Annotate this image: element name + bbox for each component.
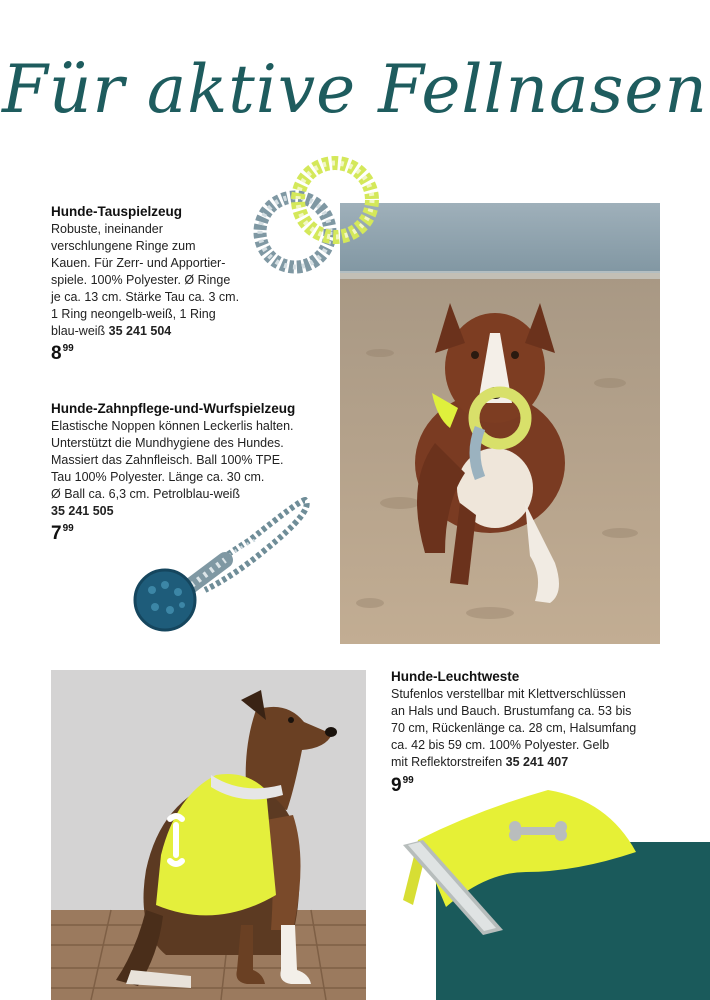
price-tag	[51, 523, 74, 545]
product-description	[51, 221, 261, 340]
price-main: 7	[51, 523, 62, 544]
price-tag	[51, 343, 74, 365]
desc-line: ca. 42 bis 59 cm. 100% Polyester. Gelb	[391, 738, 610, 752]
article-number: 35 241 407	[505, 755, 569, 769]
safety-vest-image	[398, 785, 643, 935]
desc-line: spiele. 100% Polyester. Ø Ringe	[51, 273, 231, 287]
product-description	[391, 686, 661, 771]
desc-line: Unterstützt die Mundhygiene des Hundes.	[51, 436, 284, 450]
desc-line: verschlungene Ringe zum	[51, 239, 196, 253]
price-cents: 99	[62, 523, 74, 534]
article-number: 35 241 505	[51, 504, 114, 518]
dog-vest-photo	[51, 670, 366, 1000]
article-number: 35 241 504	[108, 324, 172, 338]
page-headline: Für aktive Fellnasen	[2, 51, 708, 128]
dental-ball-toy-image	[130, 495, 315, 635]
desc-line	[51, 323, 261, 340]
price-main: 9	[391, 775, 402, 796]
desc-last-text: mit Reflektorstreifen	[391, 755, 503, 769]
desc-line: Ø Ball ca. 6,3 cm. Petrolblau-weiß	[51, 487, 240, 501]
desc-line: 70 cm, Rückenlänge ca. 28 cm, Halsumfang	[391, 721, 637, 735]
desc-line: Kauen. Für Zerr- und Apportier-	[51, 256, 226, 270]
product-rope-toy	[51, 203, 261, 340]
desc-line: an Hals und Bauch. Brustumfang ca. 53 bis	[391, 704, 632, 718]
product-title: Hunde-Zahnpflege-und-Wurfspielzeug	[51, 401, 296, 416]
desc-line: Robuste, ineinander	[51, 222, 163, 236]
desc-last-text: blau-weiß	[51, 324, 106, 338]
desc-line: Massiert das Zahnfleisch. Ball 100% TPE.	[51, 453, 284, 467]
product-title: Hunde-Leuchtweste	[391, 669, 520, 684]
rope-rings-image	[240, 150, 390, 280]
price-cents: 99	[402, 775, 414, 786]
desc-line: je ca. 13 cm. Stärke Tau ca. 3 cm.	[51, 290, 240, 304]
price-cents: 99	[62, 343, 74, 354]
desc-line: Tau 100% Polyester. Länge ca. 30 cm.	[51, 470, 265, 484]
desc-line: Elastische Noppen können Leckerlis halten.	[51, 419, 294, 433]
product-title: Hunde-Tauspielzeug	[51, 204, 183, 219]
desc-line: Stufenlos verstellbar mit Klettverschlüssen	[391, 687, 626, 701]
desc-line	[391, 754, 661, 771]
desc-line: 1 Ring neongelb-weiß, 1 Ring	[51, 307, 216, 321]
price-main: 8	[51, 343, 62, 364]
product-safety-vest	[391, 668, 661, 771]
